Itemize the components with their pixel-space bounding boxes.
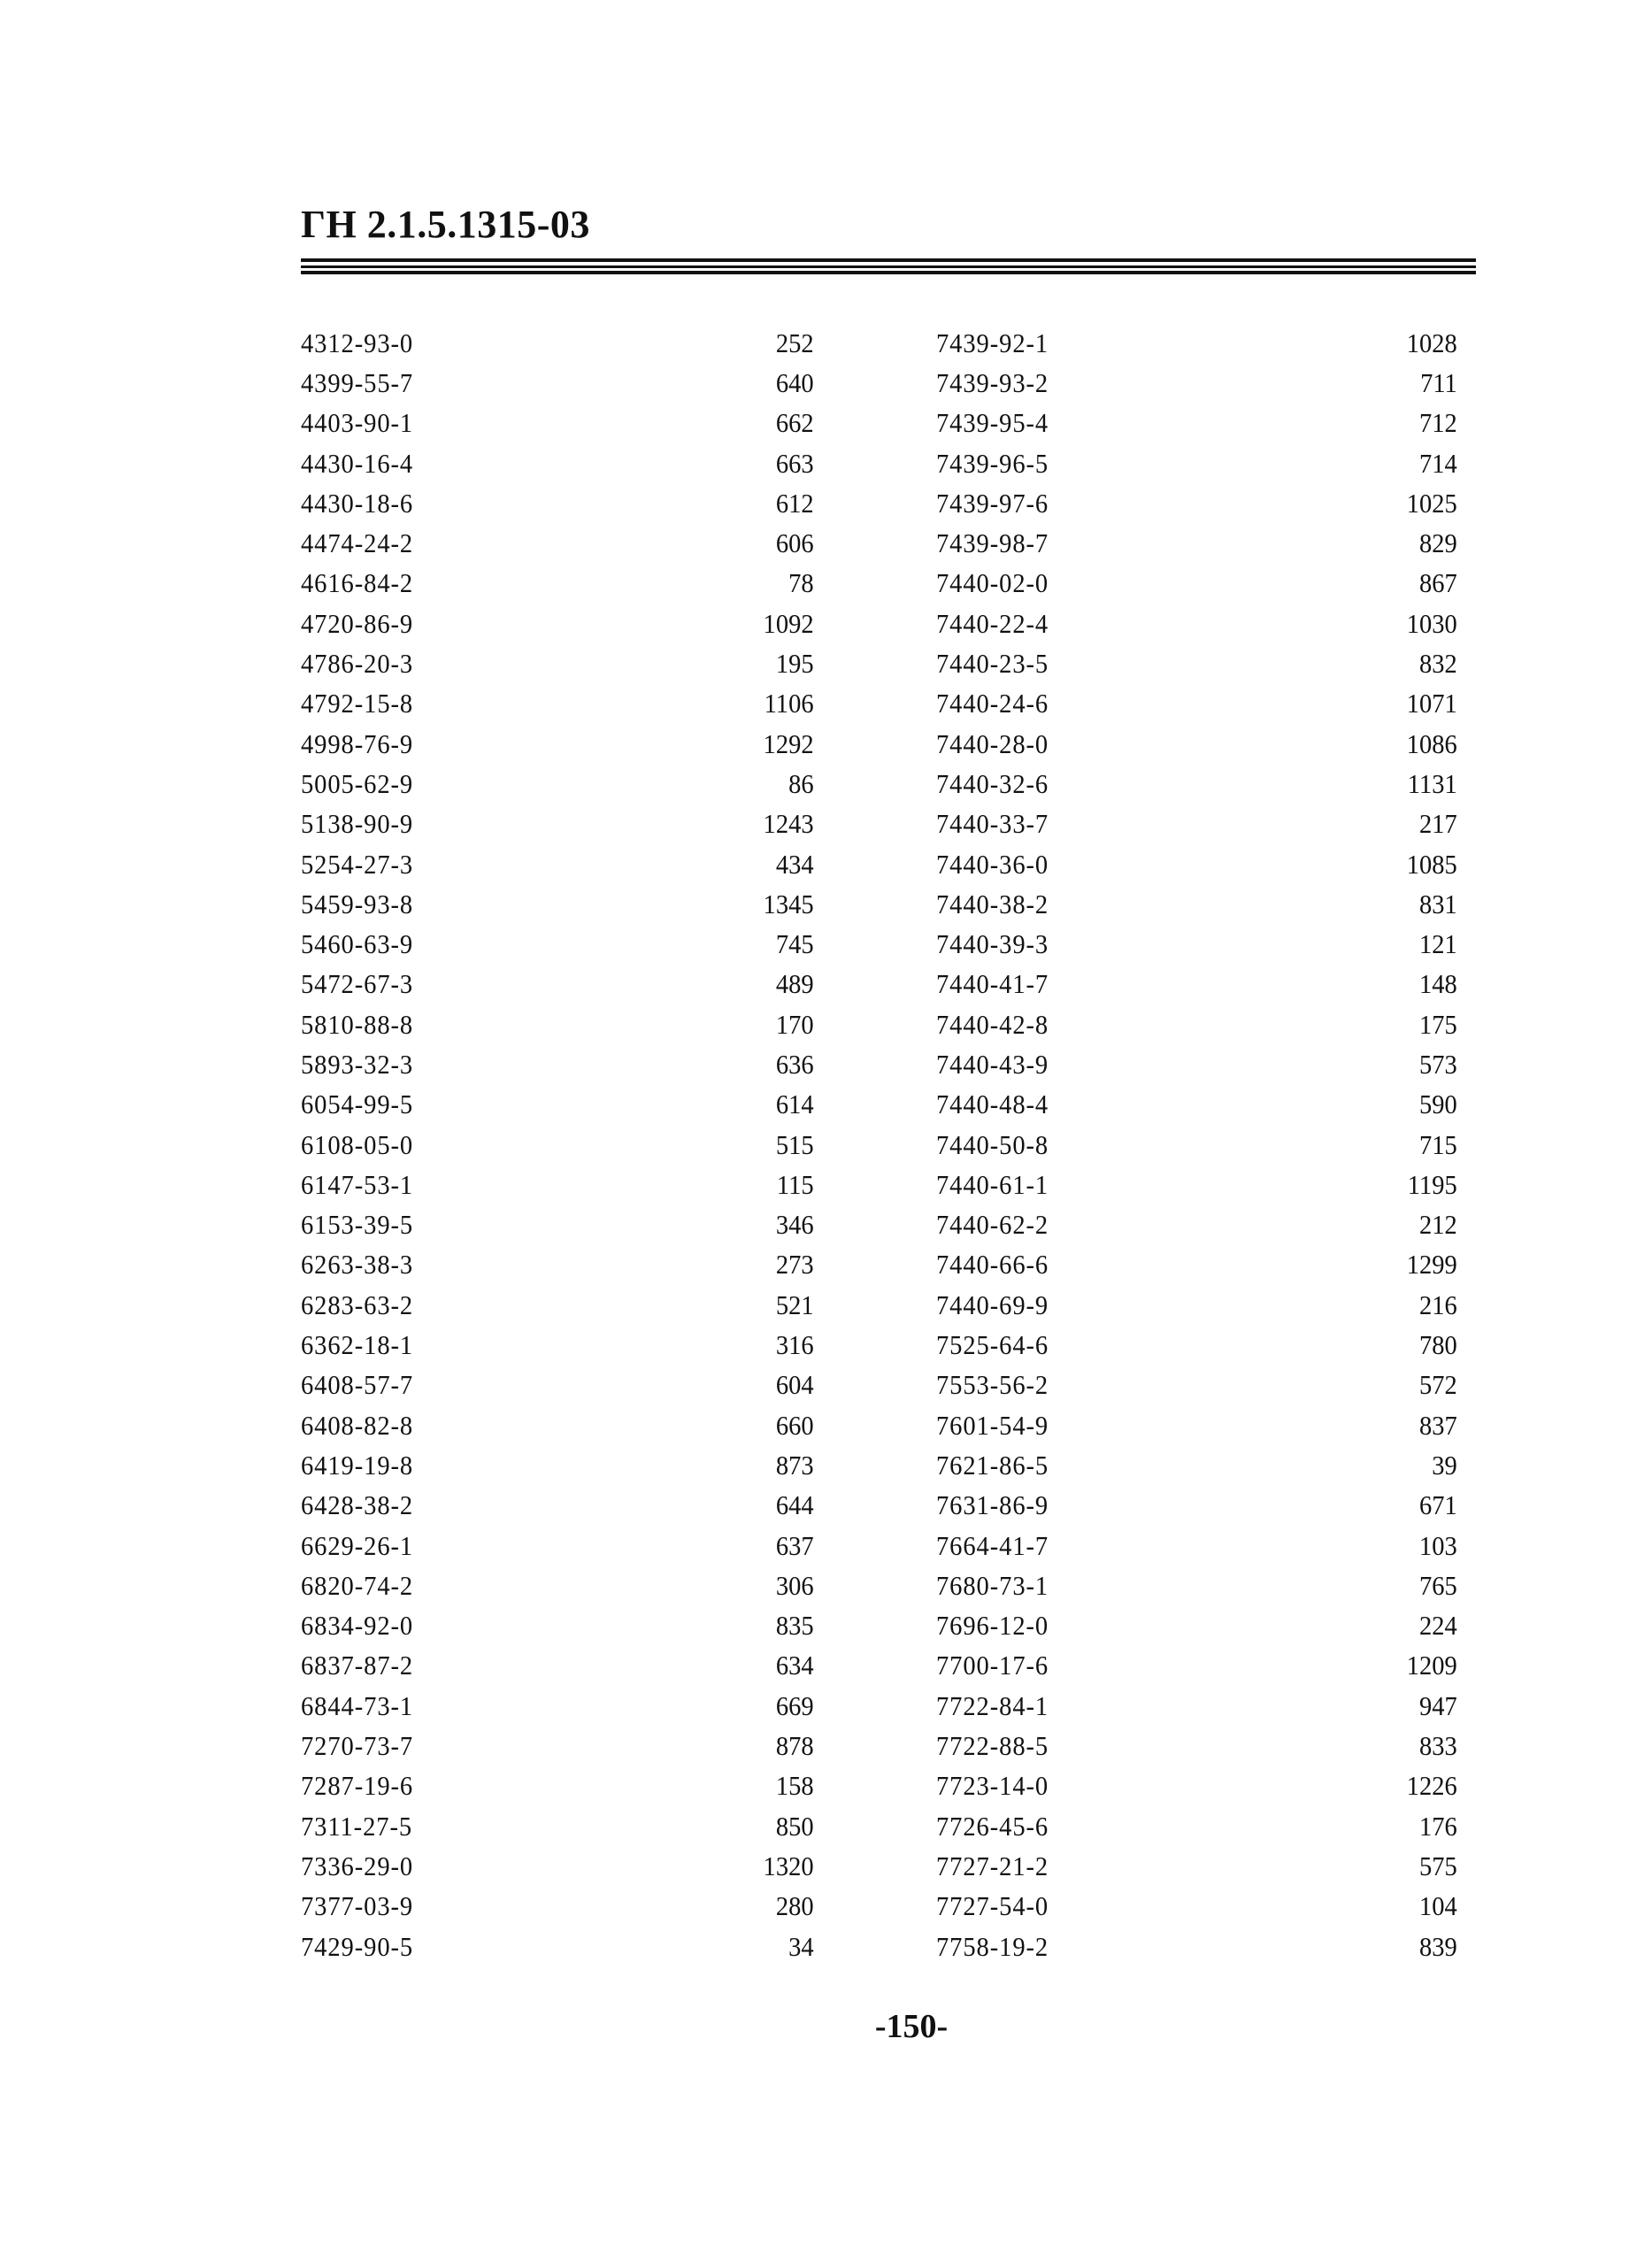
cas-number: 6153-39-5 [301,1209,414,1241]
index-row [301,724,814,764]
page-reference: 637 [775,1529,814,1561]
cas-number: 5460-63-9 [301,928,414,960]
cas-number: 6283-63-2 [301,1289,414,1320]
index-row [301,1004,814,1044]
cas-number: 7440-22-4 [936,607,1049,639]
page-reference: 104 [1419,1890,1457,1922]
page-reference: 1025 [1406,487,1457,519]
page-reference: 832 [1419,648,1457,680]
cas-number: 7601-54-9 [936,1409,1049,1441]
cas-number: 7440-69-9 [936,1289,1049,1320]
page-reference: 224 [1419,1610,1457,1642]
page-reference: 1299 [1406,1249,1457,1281]
index-row [301,604,814,643]
index-row [936,1606,1457,1646]
cas-number: 7440-28-0 [936,727,1049,759]
page-number: -150- [874,2008,949,2045]
index-row [936,1165,1457,1204]
page-reference: 640 [775,366,814,398]
index-row [301,1365,814,1405]
page-reference: 1209 [1406,1650,1457,1681]
cas-number: 7553-56-2 [936,1369,1049,1401]
page-reference: 346 [775,1209,814,1241]
index-row [936,404,1457,443]
cas-number: 7440-24-6 [936,688,1049,719]
index-row [301,1927,814,1966]
page-reference: 217 [1419,808,1457,840]
page-reference: 115 [776,1168,814,1200]
index-row [301,1085,814,1125]
page-reference: 216 [1419,1289,1457,1320]
page-reference: 1131 [1407,767,1457,799]
cas-number: 7287-19-6 [301,1770,414,1802]
cas-number: 7722-88-5 [936,1730,1049,1762]
cas-number: 7439-96-5 [936,447,1049,479]
index-row [936,1686,1457,1726]
index-row [936,1806,1457,1846]
index-row [301,1044,814,1084]
page-reference: 103 [1419,1529,1457,1561]
page-reference: 1226 [1406,1770,1457,1802]
index-row [936,764,1457,804]
page-reference: 273 [775,1249,814,1281]
index-row [936,724,1457,764]
cas-number: 6834-92-0 [301,1610,414,1642]
index-row [301,1606,814,1646]
index-row [936,1726,1457,1766]
index-row [301,844,814,884]
cas-number: 4430-16-4 [301,447,414,479]
index-row [936,1927,1457,1966]
page-reference: 39 [1432,1449,1457,1481]
page-reference: 573 [1419,1048,1457,1080]
index-row [301,483,814,523]
cas-number: 6054-99-5 [301,1089,414,1120]
page-reference: 1345 [763,888,814,919]
index-row [301,965,814,1004]
index-row [301,1405,814,1445]
cas-number: 7377-03-9 [301,1890,414,1922]
page-reference: 1085 [1406,848,1457,880]
cas-number: 7440-39-3 [936,928,1049,960]
cas-number: 7758-19-2 [936,1930,1049,1962]
index-row [936,1325,1457,1365]
page-reference: 176 [1419,1810,1457,1842]
page-reference: 644 [775,1489,814,1521]
page-reference: 572 [1419,1369,1457,1401]
index-row [936,1004,1457,1044]
cas-number: 7311-27-5 [301,1810,413,1842]
index-row [301,1486,814,1526]
index-row [301,363,814,403]
cas-number: 7723-14-0 [936,1770,1049,1802]
index-row [301,804,814,844]
index-row [936,804,1457,844]
index-row [936,1205,1457,1245]
page-reference: 1320 [763,1850,814,1881]
cas-number: 7440-62-2 [936,1209,1049,1241]
cas-number: 4998-76-9 [301,727,414,759]
cas-number: 7440-48-4 [936,1089,1049,1120]
cas-number: 7621-86-5 [936,1449,1049,1481]
cas-number: 4720-86-9 [301,607,414,639]
document-header: ГН 2.1.5.1315-03 [301,203,590,246]
left-column [301,323,858,1966]
cas-number: 7440-36-0 [936,848,1049,880]
cas-number: 7631-86-9 [936,1489,1049,1521]
cas-number: 6428-38-2 [301,1489,414,1521]
cas-number: 7336-29-0 [301,1850,414,1881]
page-reference: 590 [1419,1089,1457,1120]
page-reference: 1292 [763,727,814,759]
cas-number: 6629-26-1 [301,1529,414,1561]
page-reference: 521 [775,1289,814,1320]
right-column [936,323,1502,1966]
cas-number: 5459-93-8 [301,888,414,919]
page-reference: 158 [775,1770,814,1802]
cas-number: 7722-84-1 [936,1689,1049,1721]
page-reference: 867 [1419,567,1457,599]
page-reference: 850 [775,1810,814,1842]
header-rule [301,258,1476,262]
page-reference: 839 [1419,1930,1457,1962]
cas-number: 7726-45-6 [936,1810,1049,1842]
page-reference: 212 [1419,1209,1457,1241]
page-reference: 1086 [1406,727,1457,759]
cas-number: 7440-66-6 [936,1249,1049,1281]
page-reference: 86 [788,767,814,799]
index-row [301,523,814,563]
index-row [301,684,814,724]
page-reference: 175 [1419,1008,1457,1040]
cas-number: 7440-43-9 [936,1048,1049,1080]
cas-number: 7439-92-1 [936,327,1049,358]
cas-number: 7439-95-4 [936,407,1049,439]
index-row [936,523,1457,563]
page-reference: 1106 [764,688,814,719]
cas-number: 5254-27-3 [301,848,414,880]
page-reference: 662 [775,407,814,439]
page-reference: 280 [775,1890,814,1922]
index-row [301,1806,814,1846]
index-row [936,1766,1457,1806]
index-row [301,924,814,964]
cas-number: 4430-18-6 [301,487,414,519]
cas-number: 6147-53-1 [301,1168,414,1200]
index-row [936,1285,1457,1325]
page-reference: 780 [1419,1329,1457,1361]
cas-number: 7440-50-8 [936,1128,1049,1160]
cas-number: 7429-90-5 [301,1930,414,1962]
cas-number: 4786-20-3 [301,648,414,680]
index-row [936,1365,1457,1405]
index-row [936,1846,1457,1886]
cas-number: 7440-32-6 [936,767,1049,799]
cas-number: 7440-41-7 [936,968,1049,1000]
page-reference: 575 [1419,1850,1457,1881]
cas-number: 6419-19-8 [301,1449,414,1481]
page-reference: 306 [775,1569,814,1601]
cas-number: 7727-21-2 [936,1850,1049,1881]
cas-number: 6820-74-2 [301,1569,414,1601]
index-row [301,404,814,443]
page-reference: 712 [1419,407,1457,439]
cas-number: 6408-82-8 [301,1409,414,1441]
page-reference: 1243 [763,808,814,840]
page-reference: 1092 [763,607,814,639]
index-row [301,1686,814,1726]
page-reference: 170 [775,1008,814,1040]
index-row [301,323,814,363]
index-row [301,884,814,924]
page-reference: 34 [788,1930,814,1962]
page-reference: 636 [775,1048,814,1080]
index-row [936,965,1457,1004]
page-reference: 1071 [1406,688,1457,719]
page-reference: 606 [775,527,814,559]
page-reference: 1195 [1407,1168,1457,1200]
page-reference: 833 [1419,1730,1457,1762]
index-row [936,483,1457,523]
cas-number: 7440-61-1 [936,1168,1049,1200]
page-reference: 873 [775,1449,814,1481]
cas-number: 4399-55-7 [301,366,414,398]
index-row [301,1165,814,1204]
cas-number: 5893-32-3 [301,1048,414,1080]
cas-number: 7727-54-0 [936,1890,1049,1922]
cas-number: 7439-93-2 [936,366,1049,398]
page-reference: 714 [1419,447,1457,479]
index-row [301,1205,814,1245]
page-reference: 835 [775,1610,814,1642]
cas-number: 4474-24-2 [301,527,414,559]
cas-number: 7440-23-5 [936,648,1049,680]
index-row [936,1565,1457,1605]
cas-number: 5810-88-8 [301,1008,414,1040]
index-row [936,443,1457,483]
page-reference: 715 [1419,1128,1457,1160]
page-reference: 669 [775,1689,814,1721]
index-row [301,1285,814,1325]
cas-number: 6408-57-7 [301,1369,414,1401]
index-row [936,604,1457,643]
index-row [301,1846,814,1886]
index-row [301,764,814,804]
index-row [936,1646,1457,1686]
index-row [936,844,1457,884]
page-reference: 1028 [1406,327,1457,358]
index-row [301,1887,814,1927]
cas-number: 6263-38-3 [301,1249,414,1281]
index-row [301,564,814,604]
index-row [936,1085,1457,1125]
page-reference: 831 [1419,888,1457,919]
index-row [301,1526,814,1565]
index-row [936,924,1457,964]
cas-number: 7439-97-6 [936,487,1049,519]
page-reference: 604 [775,1369,814,1401]
cas-number: 6837-87-2 [301,1650,414,1681]
index-row [936,363,1457,403]
page-reference: 612 [775,487,814,519]
cas-number: 7440-38-2 [936,888,1049,919]
page-reference: 947 [1419,1689,1457,1721]
cas-number: 4616-84-2 [301,567,414,599]
page-reference: 711 [1420,366,1457,398]
page-reference: 195 [775,648,814,680]
page-reference: 148 [1419,968,1457,1000]
index-row [936,684,1457,724]
cas-number: 6108-05-0 [301,1128,414,1160]
page-reference: 252 [775,327,814,358]
cas-number: 7664-41-7 [936,1529,1049,1561]
page-reference: 837 [1419,1409,1457,1441]
cas-number: 7270-73-7 [301,1730,414,1762]
index-row [936,564,1457,604]
page-reference: 614 [775,1089,814,1120]
cas-index-table [301,323,1502,1966]
page-reference: 1030 [1406,607,1457,639]
index-row [936,1125,1457,1165]
page-reference: 660 [775,1409,814,1441]
index-row [301,1125,814,1165]
cas-number: 6844-73-1 [301,1689,414,1721]
index-row [936,1887,1457,1927]
page-reference: 829 [1419,527,1457,559]
index-row [936,323,1457,363]
index-row [936,643,1457,683]
index-row [301,1325,814,1365]
index-row [301,1766,814,1806]
header-rule [301,265,1476,268]
cas-number: 4312-93-0 [301,327,414,358]
page-reference: 634 [775,1650,814,1681]
page-reference: 78 [788,567,814,599]
page-reference: 434 [775,848,814,880]
cas-number: 5138-90-9 [301,808,414,840]
index-row [301,1726,814,1766]
cas-number: 7680-73-1 [936,1569,1049,1601]
index-row [301,1245,814,1285]
cas-number: 5472-67-3 [301,968,414,1000]
index-row [301,1565,814,1605]
cas-number: 6362-18-1 [301,1329,414,1361]
index-row [301,443,814,483]
cas-number: 7440-42-8 [936,1008,1049,1040]
page-reference: 663 [775,447,814,479]
index-row [936,1044,1457,1084]
index-row [936,1526,1457,1565]
page-reference: 745 [775,928,814,960]
cas-number: 7439-98-7 [936,527,1049,559]
index-row [936,1486,1457,1526]
index-row [936,1245,1457,1285]
cas-number: 7525-64-6 [936,1329,1049,1361]
index-row [301,1646,814,1686]
index-row [301,643,814,683]
header-rule [301,271,1476,274]
cas-number: 7700-17-6 [936,1650,1049,1681]
page-reference: 515 [775,1128,814,1160]
cas-number: 4403-90-1 [301,407,414,439]
index-row [936,1405,1457,1445]
cas-number: 7696-12-0 [936,1610,1049,1642]
page-reference: 878 [775,1730,814,1762]
index-row [936,884,1457,924]
cas-number: 5005-62-9 [301,767,414,799]
cas-number: 4792-15-8 [301,688,414,719]
cas-number: 7440-02-0 [936,567,1049,599]
index-row [301,1445,814,1485]
page-reference: 489 [775,968,814,1000]
page-reference: 671 [1419,1489,1457,1521]
page-reference: 121 [1419,928,1457,960]
page-reference: 765 [1419,1569,1457,1601]
cas-number: 7440-33-7 [936,808,1049,840]
page-reference: 316 [775,1329,814,1361]
index-row [936,1445,1457,1485]
